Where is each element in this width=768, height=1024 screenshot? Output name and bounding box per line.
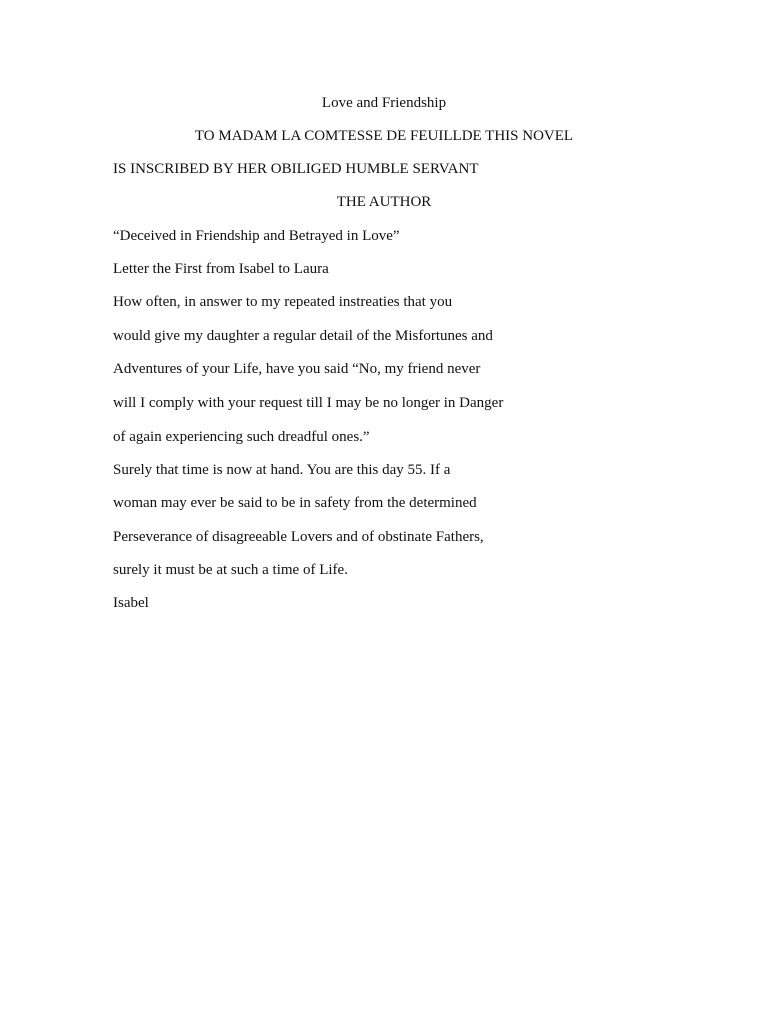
- epigraph: “Deceived in Friendship and Betrayed in Love”: [113, 228, 400, 244]
- body-line: Adventures of your Life, have you said “No, my friend never: [113, 361, 481, 377]
- byline: THE AUTHOR: [336, 194, 432, 210]
- body-line: of again experiencing such dreadful ones.”: [113, 429, 370, 445]
- dedication-line: TO MADAM LA COMTESSE DE FEUILLDE THIS NOVEL: [194, 128, 574, 144]
- body-line: How often, in answer to my repeated instreaties that you: [113, 294, 453, 310]
- signature: Isabel: [113, 595, 149, 611]
- body-line: would give my daughter a regular detail of the Misfortunes and: [113, 328, 493, 344]
- body-line: woman may ever be said to be in safety from the determined: [113, 495, 477, 511]
- document-title: Love and Friendship: [321, 95, 447, 111]
- body-line: Surely that time is now at hand. You are this day 55. If a: [113, 462, 451, 478]
- body-line: will I comply with your request till I may be no longer in Danger: [113, 395, 504, 411]
- inscription-line: IS INSCRIBED BY HER OBILIGED HUMBLE SERVANT: [113, 161, 479, 177]
- letter-heading: Letter the First from Isabel to Laura: [113, 261, 329, 277]
- body-line: surely it must be at such a time of Life.: [113, 562, 348, 578]
- body-line: Perseverance of disagreeable Lovers and of obstinate Fathers,: [113, 529, 484, 545]
